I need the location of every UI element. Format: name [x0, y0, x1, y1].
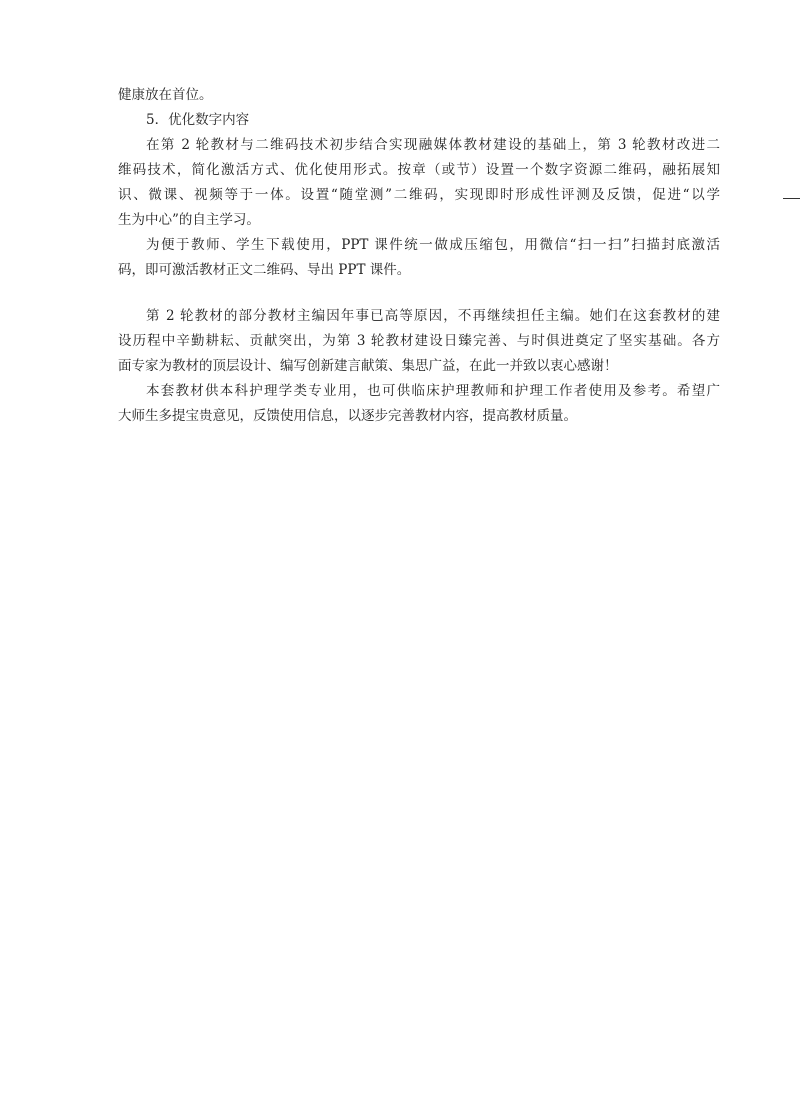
text-line: 识、微课、视频等于一体。设置“随堂测”二维码，实现即时形成性评测及反馈，促进“以学 — [118, 187, 720, 203]
text-line: 大师生多提宝贵意见，反馈使用信息，以逐步完善教材内容，提高教材质量。 — [118, 408, 577, 424]
text-line: 健康放在首位。 — [118, 87, 213, 103]
text-line: 设历程中辛勤耕耘、贡献突出，为第 3 轮教材建设日臻完善、与时俱进奠定了坚实基础。各方 — [118, 333, 720, 349]
text-line: 在第 2 轮教材与二维码技术初步结合实现融媒体教材建设的基础上，第 3 轮教材改进二 — [146, 137, 720, 153]
section-heading: 5．优化数字内容 — [146, 112, 250, 128]
text-line: 本套教材供本科护理学类专业用，也可供临床护理教师和护理工作者使用及参考。希望广 — [146, 383, 720, 399]
page-edge-mark — [783, 198, 800, 199]
text-line: 维码技术，简化激活方式、优化使用形式。按章（或节）设置一个数字资源二维码，融拓展知 — [118, 162, 720, 178]
text-line: 码，即可激活教材正文二维码、导出 PPT 课件。 — [118, 262, 411, 278]
text-line: 面专家为教材的顶层设计、编写创新建言献策、集思广益，在此一并致以衷心感谢！ — [118, 358, 618, 374]
text-line: 生为中心”的自主学习。 — [118, 212, 260, 228]
text-line: 为便于教师、学生下载使用，PPT 课件统一做成压缩包，用微信“扫一扫”扫描封底激活 — [146, 237, 720, 253]
document-page — [118, 83, 720, 429]
text-line: 第 2 轮教材的部分教材主编因年事已高等原因，不再继续担任主编。她们在这套教材的建 — [146, 308, 720, 324]
paragraph-gap — [118, 283, 720, 304]
